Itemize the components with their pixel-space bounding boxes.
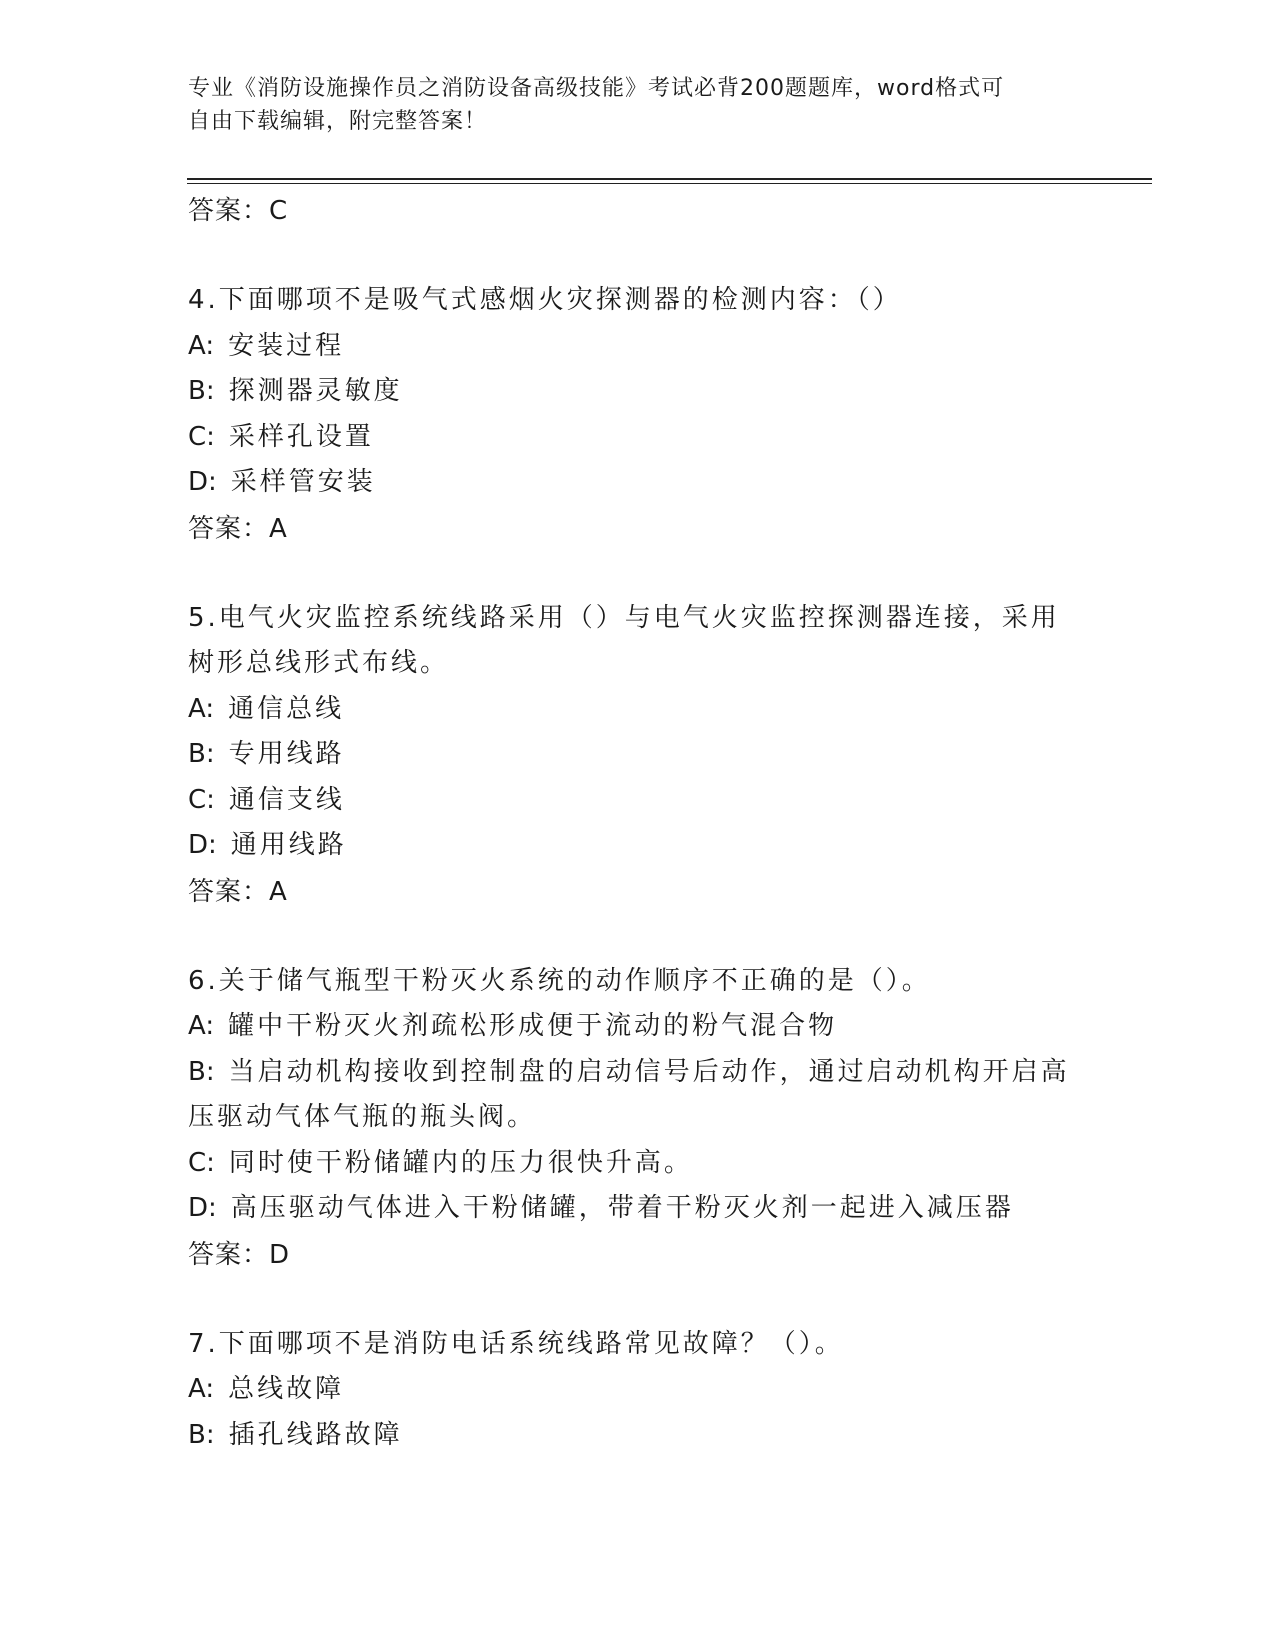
answer-line: 答案：D [188, 1239, 291, 1270]
question-stem: 7.下面哪项不是消防电话系统线路常见故障？（）。 [188, 1328, 844, 1359]
header-divider-thin [187, 183, 1152, 184]
option-text: 采样管安装 [230, 467, 376, 497]
option-text: 插孔线路故障 [228, 1419, 403, 1450]
answer-option [188, 1413, 1088, 1459]
option-text: 罐中干粉灭火剂疏松形成便于流动的粉气混合物 [228, 1011, 838, 1041]
option-letter: C: [188, 784, 215, 815]
header-line-2: 自由下载编辑，附完整答案！ [188, 109, 488, 134]
option-letter: B: [188, 1056, 215, 1087]
option-letter: A: [188, 693, 215, 724]
option-letter: A: [188, 1011, 215, 1041]
question-list [188, 188, 1088, 1458]
option-text: 当启动机构接收到控制盘的启动信号后动作，通过启动机构开启高 [228, 1056, 1070, 1087]
answer-option [188, 1367, 1088, 1413]
question-stem: 4.下面哪项不是吸气式感烟火灾探测器的检测内容：（） [188, 285, 902, 315]
answer-option [188, 823, 1088, 869]
option-letter: D: [188, 830, 217, 860]
answer-line: 答案：A [188, 513, 288, 544]
option-text: 通信总线 [228, 693, 345, 724]
question-spacer [188, 552, 1088, 596]
option-letter: B: [188, 1419, 215, 1450]
question-spacer [188, 1278, 1088, 1322]
question-stem: 5.电气火灾监控系统线路采用（）与电气火灾监控探测器连接，采用 [188, 602, 1060, 633]
answer-option [188, 1186, 1088, 1232]
option-text: 专用线路 [228, 739, 345, 769]
answer-option [188, 1141, 1088, 1187]
answer-option [188, 778, 1088, 824]
option-text: 高压驱动气体进入干粉储罐，带着干粉灭火剂一起进入减压器 [230, 1193, 1014, 1223]
option-text: 通信支线 [228, 784, 345, 815]
option-letter: A: [188, 330, 215, 361]
answer-option [188, 687, 1088, 733]
answer-line: 答案：A [188, 876, 288, 907]
option-letter: C: [188, 1147, 215, 1178]
option-text: 安装过程 [228, 330, 345, 361]
option-text: 探测器灵敏度 [228, 376, 403, 406]
question-spacer [188, 234, 1088, 278]
answer-option [188, 324, 1088, 370]
option-text: 采样孔设置 [228, 421, 374, 452]
answer-option [188, 732, 1088, 778]
answer-option [188, 415, 1088, 461]
header-line-1: 专业《消防设施操作员之消防设备高级技能》考试必背200题题库，word格式可 [188, 76, 1005, 101]
option-text: 压驱动气体气瓶的瓶头阀。 [188, 1102, 537, 1132]
option-letter: D: [188, 467, 217, 497]
question-stem: 树形总线形式布线。 [188, 648, 450, 678]
question-spacer [188, 915, 1088, 959]
answer-option [188, 1050, 1088, 1096]
option-letter: A: [188, 1374, 215, 1404]
header-divider-thick [187, 178, 1152, 180]
option-letter: B: [188, 376, 215, 406]
answer-line: 答案：C [188, 196, 289, 226]
answer-option [188, 1004, 1088, 1050]
option-letter: C: [188, 421, 215, 452]
answer-option [188, 369, 1088, 415]
option-text: 总线故障 [228, 1374, 345, 1404]
option-text: 同时使干粉储罐内的压力很快升高。 [228, 1147, 693, 1178]
option-letter: D: [188, 1193, 217, 1223]
answer-option [188, 1095, 1088, 1141]
question-stem: 6.关于储气瓶型干粉灭火系统的动作顺序不正确的是（）。 [188, 965, 931, 996]
answer-option [188, 460, 1088, 506]
option-letter: B: [188, 739, 215, 769]
document-header [188, 72, 1088, 138]
option-text: 通用线路 [230, 830, 347, 860]
